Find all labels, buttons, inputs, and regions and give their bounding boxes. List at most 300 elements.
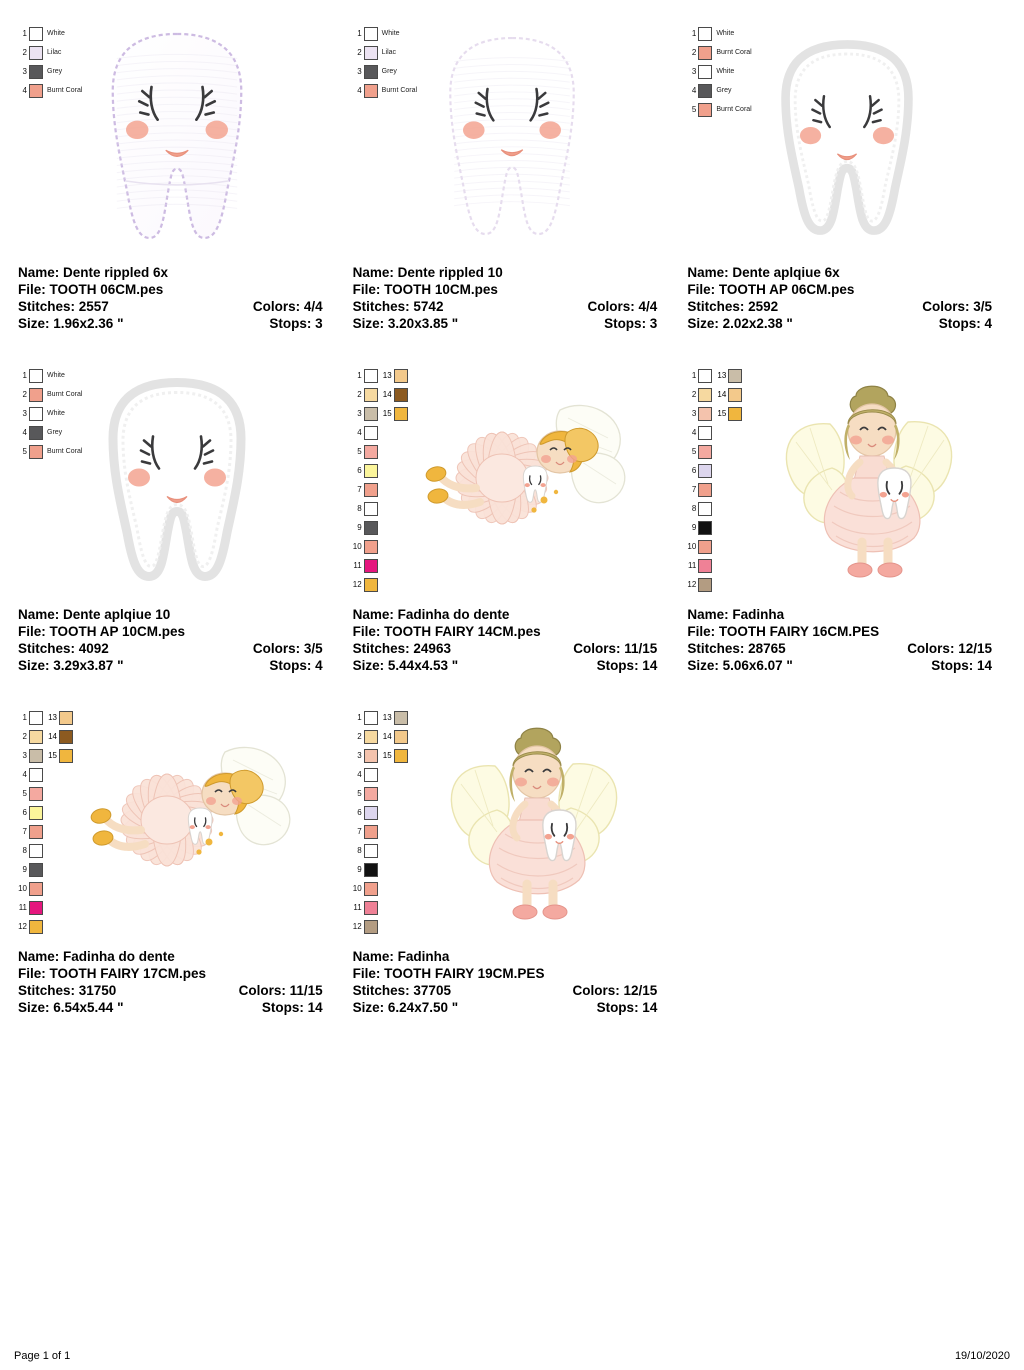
design-size: Size: 3.20x3.85 ": [352, 316, 459, 331]
design-name: Name: Dente rippled 10: [352, 265, 503, 280]
design-file: File: TOOTH FAIRY 14CM.pes: [352, 624, 541, 639]
design-stitches: Stitches: 2557: [18, 299, 109, 314]
design-colors: Colors: 3/5: [922, 299, 992, 314]
color-swatch: [364, 426, 378, 440]
legend-index-secondary: 14: [48, 731, 57, 741]
legend-index: 9: [357, 522, 362, 532]
color-swatch: [698, 103, 712, 117]
legend-row: [18, 404, 82, 423]
color-swatch: [698, 369, 712, 383]
color-swatch-secondary: [394, 388, 408, 402]
design-size: Size: 2.02x2.38 ": [687, 316, 793, 331]
design-info: [683, 264, 1010, 332]
legend-row: [18, 43, 82, 62]
legend-row: [353, 423, 408, 442]
tooth-artwork: [101, 28, 254, 247]
design-colors: Colors: 11/15: [238, 983, 323, 998]
legend-index: 12: [352, 921, 362, 931]
legend-index: 1: [691, 28, 697, 38]
legend-row: [687, 62, 751, 81]
color-swatch: [364, 882, 378, 896]
color-swatch: [29, 84, 43, 98]
legend-index: 1: [22, 28, 27, 38]
legend-row: [353, 822, 408, 841]
legend-row: [687, 480, 742, 499]
design-preview: [683, 16, 1010, 264]
legend-row: [353, 366, 408, 385]
color-name: Grey: [47, 429, 63, 436]
color-swatch: [29, 46, 43, 60]
legend-index: 2: [22, 47, 27, 57]
design-grid: [14, 10, 1010, 1036]
design-file: File: TOOTH FAIRY 17CM.pes: [18, 966, 207, 981]
legend-row: [353, 784, 408, 803]
design-stops: Stops: 14: [931, 658, 992, 673]
design-stops: Stops: 4: [938, 316, 992, 331]
legend-index: 3: [691, 66, 697, 76]
color-swatch: [364, 27, 378, 41]
legend-row: [353, 746, 408, 765]
legend-index: 6: [691, 465, 697, 475]
legend-index-secondary: 13: [717, 370, 727, 380]
color-swatch: [698, 407, 712, 421]
legend-index: 6: [22, 807, 27, 817]
legend-row: [353, 556, 408, 575]
legend-row: [687, 24, 751, 43]
legend-index: 11: [688, 560, 697, 570]
legend-row: [18, 765, 73, 784]
legend-row: [353, 480, 408, 499]
color-legend: [353, 708, 408, 936]
legend-row: [18, 917, 73, 936]
legend-row: [353, 860, 408, 879]
color-swatch: [29, 806, 43, 820]
color-swatch: [29, 749, 43, 763]
design-file: File: TOOTH FAIRY 16CM.PES: [687, 624, 880, 639]
legend-row: [18, 860, 73, 879]
design-artwork: [770, 37, 924, 244]
color-swatch: [29, 863, 43, 877]
color-swatch: [29, 426, 43, 440]
legend-row: [353, 727, 408, 746]
legend-index: 4: [357, 427, 362, 437]
design-file: File: TOOTH 06CM.pes: [18, 282, 164, 297]
color-swatch: [364, 920, 378, 934]
color-swatch-secondary: [728, 407, 742, 421]
design-name: Name: Fadinha: [687, 607, 785, 622]
legend-row: [687, 575, 742, 594]
legend-index: 9: [691, 522, 697, 532]
color-name: White: [716, 30, 735, 37]
legend-row: [18, 803, 73, 822]
legend-index: 11: [353, 902, 362, 912]
legend-index: 1: [357, 28, 362, 38]
color-swatch: [29, 882, 43, 896]
color-swatch: [364, 388, 378, 402]
design-stitches: Stitches: 24963: [352, 641, 451, 656]
legend-row: [18, 879, 73, 898]
design-info: [349, 948, 676, 1016]
design-file: File: TOOTH FAIRY 19CM.PES: [352, 966, 545, 981]
design-card: [14, 10, 341, 352]
design-size: Size: 5.06x6.07 ": [687, 658, 793, 673]
color-swatch-secondary: [728, 369, 742, 383]
color-swatch: [29, 920, 43, 934]
legend-index: 6: [357, 465, 362, 475]
legend-index: 9: [22, 864, 27, 874]
color-swatch-secondary: [394, 730, 408, 744]
legend-index: 8: [357, 503, 362, 513]
legend-index: 4: [22, 85, 27, 95]
color-swatch: [29, 445, 43, 459]
legend-index: 11: [18, 902, 27, 912]
color-name: Burnt Coral: [716, 49, 752, 56]
design-name: Name: Fadinha: [352, 949, 450, 964]
legend-row: [353, 62, 417, 81]
legend-index: 5: [691, 104, 697, 114]
color-swatch: [364, 483, 378, 497]
legend-row: [18, 841, 73, 860]
legend-row: [18, 81, 82, 100]
design-stops: Stops: 3: [269, 316, 323, 331]
design-colors: Colors: 3/5: [252, 641, 323, 656]
design-preview: [349, 700, 676, 948]
design-preview: [683, 358, 1010, 606]
design-name: Name: Dente aplqiue 10: [18, 607, 171, 622]
legend-index: 12: [18, 921, 27, 931]
design-stitches: Stitches: 2592: [687, 299, 779, 314]
legend-row: [353, 24, 417, 43]
color-name: Burnt Coral: [47, 391, 83, 398]
legend-row: [687, 518, 742, 537]
design-stitches: Stitches: 37705: [352, 983, 451, 998]
legend-index-secondary: 15: [48, 750, 57, 760]
legend-row: [353, 841, 408, 860]
design-artwork: [435, 714, 635, 934]
design-stitches: Stitches: 5742: [352, 299, 444, 314]
legend-row: [687, 43, 751, 62]
design-file: File: TOOTH AP 06CM.pes: [687, 282, 855, 297]
legend-index-secondary: 15: [382, 408, 392, 418]
color-swatch: [698, 445, 712, 459]
color-name: Burnt Coral: [716, 106, 752, 113]
color-swatch: [698, 483, 712, 497]
color-legend: [18, 708, 73, 936]
color-swatch: [364, 787, 378, 801]
design-card: [349, 352, 676, 694]
design-name: Name: Dente aplqiue 6x: [687, 265, 840, 280]
legend-index: 5: [22, 788, 27, 798]
color-swatch: [29, 388, 43, 402]
design-info: [14, 606, 341, 674]
color-swatch: [698, 578, 712, 592]
color-swatch: [364, 464, 378, 478]
color-name: White: [47, 372, 65, 379]
design-size: Size: 5.44x4.53 ": [352, 658, 459, 673]
color-swatch: [364, 901, 378, 915]
color-swatch: [364, 65, 378, 79]
color-swatch: [698, 27, 712, 41]
legend-index-secondary: 14: [382, 389, 392, 399]
design-file: File: TOOTH 10CM.pes: [352, 282, 498, 297]
color-swatch: [698, 521, 712, 535]
design-stops: Stops: 3: [604, 316, 658, 331]
color-swatch: [364, 578, 378, 592]
design-stops: Stops: 4: [269, 658, 323, 673]
design-colors: Colors: 4/4: [587, 299, 658, 314]
legend-index: 1: [357, 370, 362, 380]
legend-index: 4: [357, 769, 362, 779]
legend-index: 1: [357, 712, 362, 722]
color-swatch: [364, 863, 378, 877]
design-colors: Colors: 4/4: [252, 299, 323, 314]
legend-row: [18, 442, 82, 461]
legend-index: 12: [687, 579, 697, 589]
design-artwork: [75, 734, 325, 914]
legend-row: [353, 917, 408, 936]
legend-index: 3: [357, 750, 362, 760]
legend-row: [18, 62, 82, 81]
legend-index: 10: [18, 883, 27, 893]
legend-index: 3: [357, 408, 362, 418]
legend-index: 7: [691, 484, 697, 494]
design-name: Name: Fadinha do dente: [352, 607, 510, 622]
color-swatch-secondary: [394, 369, 408, 383]
color-swatch: [364, 749, 378, 763]
legend-index: 2: [22, 389, 27, 399]
color-name: White: [381, 30, 400, 37]
color-swatch: [364, 540, 378, 554]
legend-index: 7: [22, 826, 27, 836]
design-info: [14, 948, 341, 1016]
color-swatch: [29, 27, 43, 41]
design-artwork: [410, 392, 660, 572]
legend-index: 4: [691, 427, 697, 437]
color-name: Burnt Coral: [381, 87, 418, 94]
tooth-artwork: [438, 32, 585, 243]
fairy-standing-artwork: [435, 714, 635, 929]
color-swatch: [29, 825, 43, 839]
design-info: [349, 606, 676, 674]
design-size: Size: 6.24x7.50 ": [352, 1000, 459, 1015]
color-name: Grey: [716, 87, 732, 94]
legend-index-secondary: 14: [382, 731, 392, 741]
legend-row: [18, 822, 73, 841]
legend-row: [353, 499, 408, 518]
legend-row: [353, 442, 408, 461]
color-swatch: [29, 730, 43, 744]
legend-index: 2: [691, 47, 697, 57]
color-swatch: [364, 407, 378, 421]
design-preview: [349, 358, 676, 606]
color-legend: [687, 366, 742, 594]
color-swatch: [364, 502, 378, 516]
legend-row: [353, 518, 408, 537]
legend-row: [353, 708, 408, 727]
color-legend: [18, 366, 82, 461]
color-name: White: [47, 30, 65, 37]
color-swatch: [364, 521, 378, 535]
design-stops: Stops: 14: [596, 658, 658, 673]
legend-row: [687, 100, 751, 119]
color-swatch: [364, 768, 378, 782]
legend-row: [353, 385, 408, 404]
legend-row: [687, 537, 742, 556]
legend-row: [353, 879, 408, 898]
legend-row: [18, 784, 73, 803]
color-swatch: [698, 46, 712, 60]
legend-row: [18, 746, 73, 765]
color-swatch: [698, 388, 712, 402]
legend-row: [353, 803, 408, 822]
legend-row: [18, 366, 82, 385]
legend-index-secondary: 14: [717, 389, 727, 399]
legend-row: [18, 423, 82, 442]
color-swatch: [698, 426, 712, 440]
legend-row: [353, 765, 408, 784]
color-swatch: [364, 559, 378, 573]
legend-index: 8: [691, 503, 697, 513]
color-swatch-secondary: [394, 407, 408, 421]
legend-row: [18, 385, 82, 404]
legend-index: 3: [22, 408, 27, 418]
design-file: File: TOOTH AP 10CM.pes: [18, 624, 186, 639]
legend-index: 11: [353, 560, 362, 570]
design-size: Size: 3.29x3.87 ": [18, 658, 124, 673]
legend-index: 2: [357, 47, 362, 57]
legend-row: [687, 461, 742, 480]
color-swatch: [698, 65, 712, 79]
color-swatch: [29, 901, 43, 915]
design-name: Name: Fadinha do dente: [18, 949, 175, 964]
design-size: Size: 6.54x5.44 ": [18, 1000, 124, 1015]
color-name: White: [716, 68, 735, 75]
color-legend: [687, 24, 751, 119]
design-name: Name: Dente rippled 6x: [18, 265, 169, 280]
color-name: White: [47, 410, 65, 417]
legend-row: [353, 404, 408, 423]
legend-index-secondary: 13: [382, 370, 392, 380]
design-preview: [14, 358, 341, 606]
color-swatch: [698, 559, 712, 573]
color-swatch-secondary: [59, 749, 73, 763]
design-info: [683, 606, 1010, 674]
design-stops: Stops: 14: [596, 1000, 658, 1015]
legend-row: [18, 727, 73, 746]
design-artwork: [770, 372, 970, 592]
legend-index: 2: [691, 389, 697, 399]
color-swatch-secondary: [59, 711, 73, 725]
legend-index: 4: [357, 85, 362, 95]
color-swatch: [29, 768, 43, 782]
color-name: Lilac: [381, 49, 397, 56]
legend-index: 3: [22, 66, 27, 76]
legend-index: 6: [357, 807, 362, 817]
legend-index: 2: [357, 731, 362, 741]
legend-index: 5: [22, 446, 27, 456]
color-swatch: [364, 806, 378, 820]
color-legend: [18, 24, 82, 100]
color-name: Grey: [381, 68, 397, 75]
page-number: Page 1 of 1: [14, 1350, 71, 1362]
legend-index: 8: [357, 845, 362, 855]
design-stitches: Stitches: 31750: [18, 983, 117, 998]
page-footer: [0, 1350, 1024, 1362]
legend-index: 7: [357, 484, 362, 494]
design-colors: Colors: 12/15: [907, 641, 992, 656]
legend-index: 12: [352, 579, 362, 589]
color-swatch: [364, 844, 378, 858]
legend-row: [18, 898, 73, 917]
color-swatch: [29, 844, 43, 858]
legend-index: 10: [352, 883, 362, 893]
design-artwork: [438, 32, 585, 248]
color-swatch-secondary: [394, 749, 408, 763]
color-swatch: [364, 730, 378, 744]
legend-row: [687, 366, 742, 385]
legend-index: 1: [22, 370, 27, 380]
legend-row: [353, 575, 408, 594]
legend-index: 2: [357, 389, 362, 399]
legend-index: 10: [352, 541, 362, 551]
color-swatch: [364, 825, 378, 839]
tooth-applique-artwork: [97, 375, 257, 585]
design-card: [683, 10, 1010, 352]
design-preview: [14, 700, 341, 948]
legend-row: [18, 24, 82, 43]
legend-row: [353, 537, 408, 556]
legend-row: [353, 43, 417, 62]
legend-index: 3: [357, 66, 362, 76]
design-card: [14, 352, 341, 694]
design-stops: Stops: 14: [261, 1000, 323, 1015]
legend-index: 3: [22, 750, 27, 760]
legend-index: 5: [357, 446, 362, 456]
color-swatch: [364, 711, 378, 725]
print-date: 19/10/2020: [954, 1350, 1010, 1362]
legend-index: 4: [22, 769, 27, 779]
color-legend: [353, 24, 417, 100]
legend-index: 1: [691, 370, 697, 380]
legend-index: 2: [22, 731, 27, 741]
color-swatch: [364, 369, 378, 383]
legend-index-secondary: 15: [717, 408, 727, 418]
design-info: [14, 264, 341, 332]
color-swatch: [29, 711, 43, 725]
design-size: Size: 1.96x2.36 ": [18, 316, 124, 331]
color-swatch-secondary: [59, 730, 73, 744]
legend-index-secondary: 13: [382, 712, 392, 722]
legend-index: 4: [691, 85, 697, 95]
color-swatch-secondary: [394, 711, 408, 725]
legend-index: 7: [357, 826, 362, 836]
color-legend: [353, 366, 408, 594]
legend-row: [687, 442, 742, 461]
color-swatch: [364, 445, 378, 459]
legend-index-secondary: 15: [382, 750, 392, 760]
design-card: [683, 352, 1010, 694]
color-name: Burnt Coral: [47, 87, 83, 94]
legend-index: 4: [22, 427, 27, 437]
legend-index: 9: [357, 864, 362, 874]
legend-index: 3: [691, 408, 697, 418]
color-swatch: [698, 464, 712, 478]
legend-row: [687, 81, 751, 100]
color-swatch: [29, 65, 43, 79]
design-info: [349, 264, 676, 332]
design-artwork: [97, 375, 257, 590]
legend-row: [353, 461, 408, 480]
